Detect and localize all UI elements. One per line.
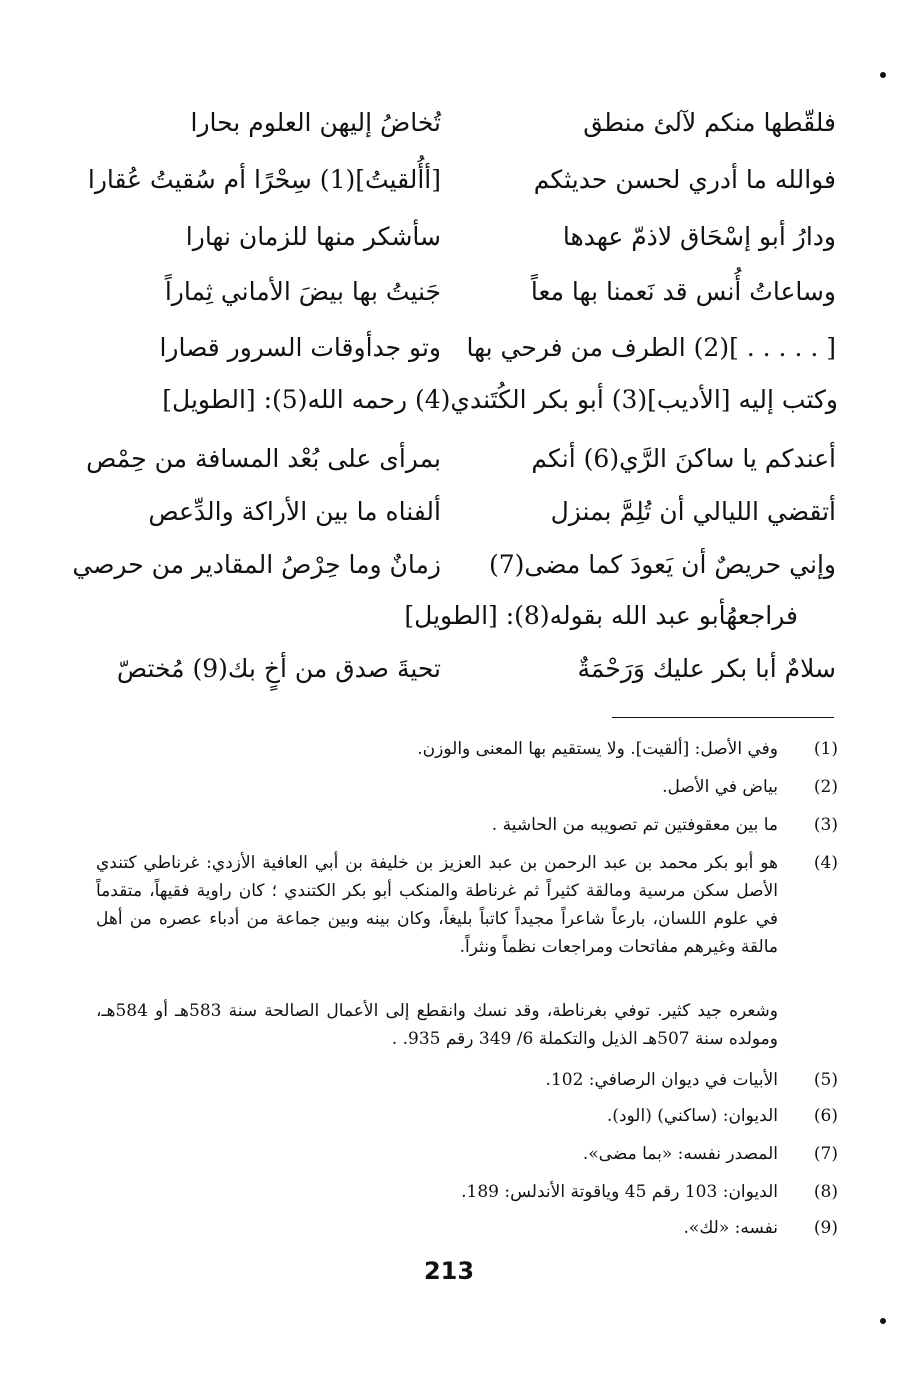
footnote (96, 1140, 838, 1168)
footnote-text: وفي الأصل: [ألقيت]. ولا يستقيم بها المعنى والوزن. (417, 739, 778, 759)
verse-second-hemistich: زمانٌ وما حِرْصُ المقادير من حرصي (72, 550, 441, 579)
footnote-number: (1) (813, 739, 838, 759)
footnote-number: (3) (813, 815, 838, 835)
verse-first-hemistich: سلامٌ أبا بكر عليك وَرَحْمَةٌ (577, 654, 836, 683)
verse-second-hemistich: جَنيتُ بها بيضَ الأماني ثِماراً (164, 277, 441, 306)
verse-first-hemistich: فلقّطها منكم لآلئ منطق (583, 108, 836, 137)
footnote-text: بياض في الأصل. (662, 777, 778, 797)
verse-line (96, 217, 836, 257)
verse-first-hemistich: فوالله ما أدري لحسن حديثكم (533, 165, 836, 194)
footnote (96, 773, 838, 801)
verse-second-hemistich: بمرأى على بُعْد المسافة من حِمْص (86, 444, 441, 473)
verse-line (87, 160, 836, 200)
footnote-text: هو أبو بكر محمد بن عبد الرحمن بن عبد العزيز بن خليفة بن أبي العافية الأزدي: غرناطي كتندي الأصل سكن مرسية ومالقة كثيراً ثم غرناطة والمنكب أبو بكر الكتندي ؛ كان راوية فقيهاً، متقدماً في علوم اللسان، بارعاً شاعراً مجيداً كاتباً بليغاً، وكان بينه وبين جماعة من أدباء عصره من أهل مالقة وغيرهم مفاتحات ومراجعات نظماً ونثراً. (96, 853, 778, 957)
verse-second-hemistich: [أأُلقيتُ](1) سِحْرًا أم سُقيتُ عُقارا (87, 165, 441, 194)
footnote-number: (2) (813, 777, 838, 797)
verse-first-hemistich: وإني حريصٌ أن يَعودَ كما مضى(7) (488, 550, 836, 579)
footnote-text: الأبيات في ديوان الرصافي: 102. (545, 1070, 778, 1090)
footnote (96, 735, 838, 763)
verse-first-hemistich: [ . . . . . ](2) الطرف من فرحي بها (466, 333, 836, 362)
verse-first-hemistich: ودارُ أبو إسْحَاق لاذمّ عهدها (562, 222, 836, 251)
footnote (96, 1066, 838, 1094)
footnote (96, 997, 838, 1053)
footnote-number: (4) (813, 853, 838, 873)
verse-second-hemistich: تُخاضُ إليهن العلوم بحارا (190, 108, 441, 137)
footnote-text: الديوان: (ساكني) (الود). (606, 1106, 778, 1126)
footnote (96, 811, 838, 839)
footnote-number: (8) (813, 1182, 838, 1202)
scan-mark (880, 1318, 886, 1324)
verse-second-hemistich: وتو جدأوقات السرور قصارا (159, 333, 441, 362)
verse-line (86, 439, 836, 479)
page-number: 213 (423, 1257, 475, 1285)
verse-line (96, 328, 836, 368)
scan-mark (880, 72, 886, 78)
verse-line (96, 492, 836, 532)
verse-second-hemistich: سأشكر منها للزمان نهارا (185, 222, 441, 251)
footnote-text: نفسه: «لك». (683, 1218, 778, 1238)
footnote (96, 1102, 838, 1130)
verse-line (96, 272, 836, 312)
footnote (96, 849, 838, 961)
intro-line: وكتب إليه [الأديب](3) أبو بكر الكُتَندي(4) رحمه الله(5): [الطويل] (162, 385, 838, 414)
footnote-number: (6) (813, 1106, 838, 1126)
footnote-number: (9) (813, 1218, 838, 1238)
intro-line: فراجعهُأبو عبد الله بقوله(8): [الطويل] (404, 601, 798, 630)
verse-second-hemistich: ألفناه ما بين الأراكة والدِّعص (148, 497, 441, 526)
verse-line (96, 649, 836, 689)
footnote-text: ما بين معقوفتين تم تصويبه من الحاشية . (491, 815, 778, 835)
verse-line (72, 545, 836, 585)
verse-second-hemistich: تحيةَ صدق من أخٍ بك(9) مُختصّ (116, 654, 441, 683)
footnote (96, 1178, 838, 1206)
footnote-number: (7) (813, 1144, 838, 1164)
footnote-text: وشعره جيد كثير. توفي بغرناطة، وقد نسك وانقطع إلى الأعمال الصالحة سنة 583هـ أو 584هـ، ومولده سنة 507هـ الذيل والتكملة 6/ 349 رقم 935. . (96, 1001, 779, 1049)
verse-first-hemistich: أعندكم يا ساكنَ الرَّي(6) أنكم (531, 444, 836, 473)
footnote-text: المصدر نفسه: «بما مضى». (582, 1144, 778, 1164)
verse-first-hemistich: وساعاتُ أُنس قد نَعمنا بها معاً (530, 277, 836, 306)
footnote-separator (612, 717, 834, 718)
footnote-number: (5) (813, 1070, 838, 1090)
footnote-text: الديوان: 103 رقم 45 وياقوتة الأندلس: 189. (461, 1182, 778, 1202)
verse-line (96, 103, 836, 143)
footnote (96, 1214, 838, 1242)
verse-first-hemistich: أتقضي الليالي أن تُلِمَّ بمنزل (550, 497, 836, 526)
